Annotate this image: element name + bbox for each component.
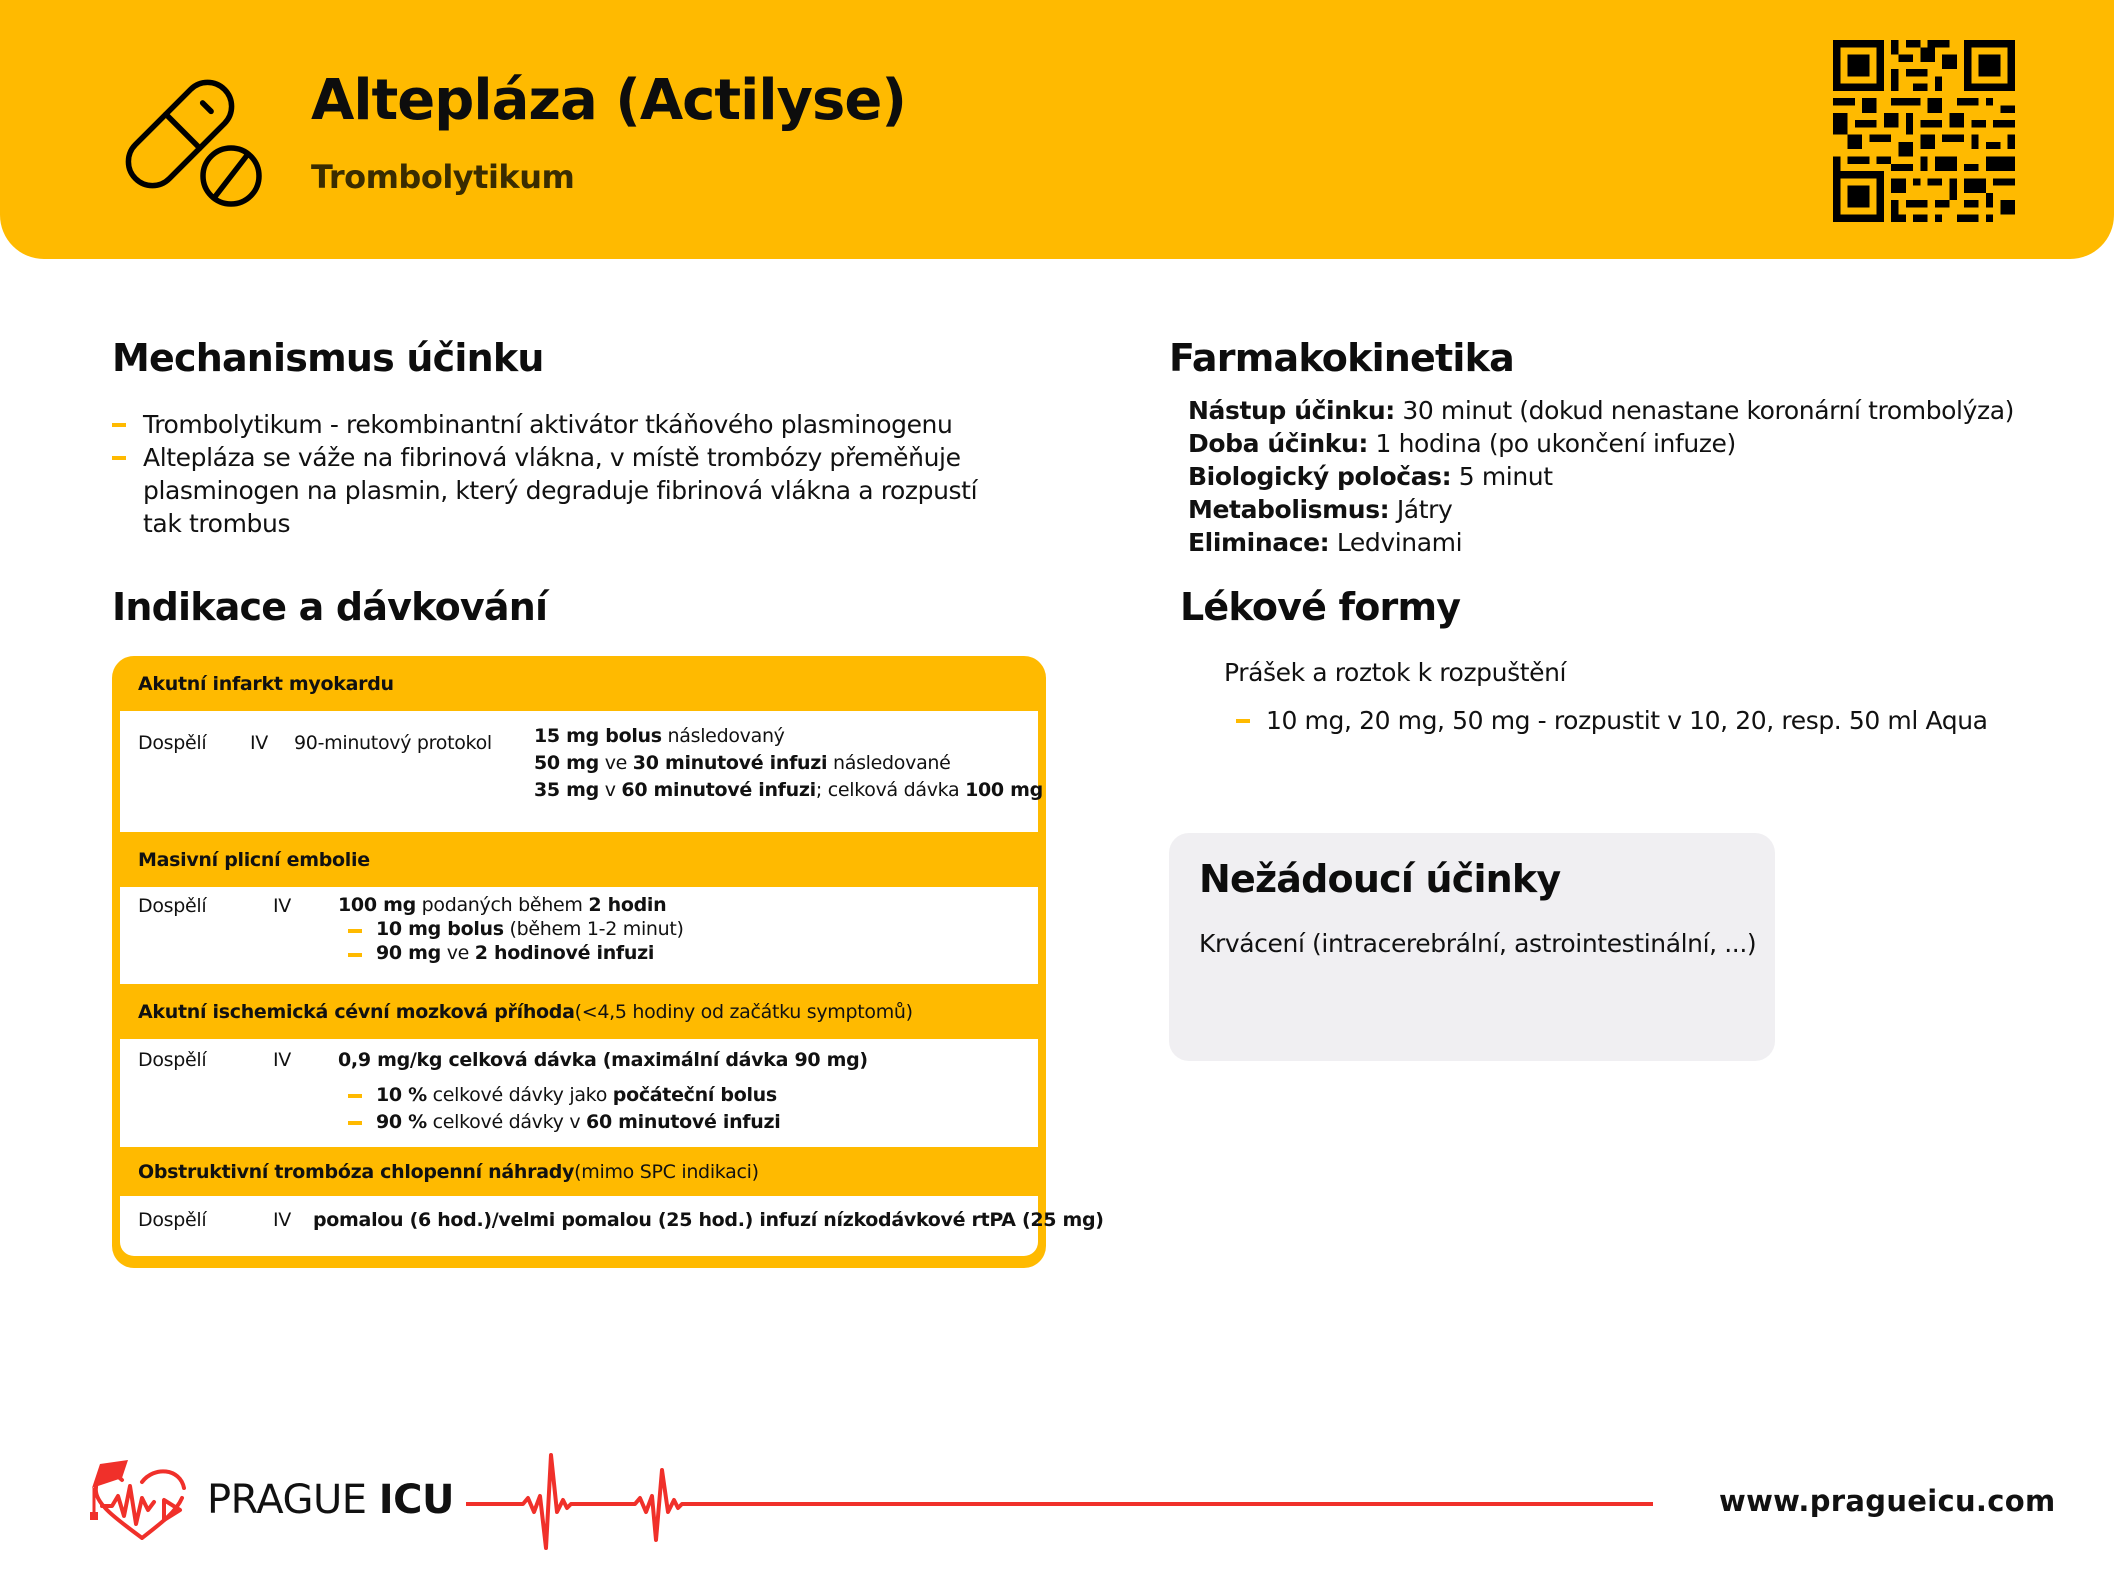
dosing-row: [120, 1039, 1038, 1147]
adverse-effects-text: Krvácení (intracerebrální, astrointestinální, ...): [1199, 929, 1757, 958]
protocol-cell: 90-minutový protokol: [294, 732, 492, 754]
pk-item: Metabolismus: Játry: [1188, 495, 1453, 524]
adverse-effects-heading: Nežádoucí účinky: [1199, 857, 1561, 901]
brand-name: PRAGUE ICU: [207, 1477, 454, 1523]
heart-ecg-logo-icon: [88, 1458, 196, 1542]
pharmacokinetics-list: [1188, 394, 2014, 559]
population-cell: Dospělí: [138, 732, 207, 754]
dash-bullet-icon: [348, 929, 362, 933]
route-cell: IV: [273, 1209, 292, 1231]
dose-line: 35 mg v 60 minutové infuzi; celková dávka 100 mg: [534, 779, 1043, 801]
mechanism-heading: Mechanismus účinku: [112, 336, 544, 380]
dose-line: 0,9 mg/kg celková dávka (maximální dávka 90 mg): [338, 1049, 868, 1071]
dash-bullet-icon: [1236, 719, 1250, 723]
dash-bullet-icon: [348, 953, 362, 957]
dosing-row: [120, 887, 1038, 984]
qr-code-icon[interactable]: [1833, 40, 2015, 222]
dose-subline: 90 mg ve 2 hodinové infuzi: [338, 941, 684, 965]
dose-line: 50 mg ve 30 minutové infuzi následované: [534, 752, 951, 774]
dose-cell: [534, 723, 1043, 804]
mechanism-list: [112, 408, 1012, 540]
mechanism-item: Altepláza se váže na fibrinová vlákna, v místě trombózy přeměňuje plasminogen na plasmin, který degraduje fibrinová vlákna a rozpustí tak trombus: [112, 441, 1012, 540]
pk-item: Nástup účinku: 30 minut (dokud nenastane koronární trombolýza): [1188, 396, 2014, 425]
pill-icon: [118, 72, 268, 212]
pk-item: Doba účinku: 1 hodina (po ukončení infuze): [1188, 429, 1736, 458]
drug-class-subtitle: Trombolytikum: [311, 158, 575, 196]
dose-subline: 10 % celkové dávky jako počáteční bolus: [338, 1082, 868, 1109]
dosing-row: [120, 711, 1043, 832]
dose-subline: 90 % celkové dávky v 60 minutové infuzi: [338, 1109, 868, 1136]
population-cell: Dospělí: [138, 895, 207, 917]
dose-cell: [338, 1047, 868, 1136]
population-cell: Dospělí: [138, 1049, 207, 1071]
pk-item: Biologický poločas: 5 minut: [1188, 462, 1553, 491]
adverse-effects-box: [1169, 833, 1775, 1061]
indications-heading: Indikace a dávkování: [112, 585, 548, 629]
pharmacokinetics-heading: Farmakokinetika: [1169, 336, 1514, 380]
mechanism-item: Trombolytikum - rekombinantní aktivátor tkáňového plasminogenu: [112, 408, 1012, 441]
indication-header: Masivní plicní embolie: [138, 848, 370, 871]
route-cell: IV: [250, 732, 269, 754]
dose-subline: 10 mg bolus (během 1-2 minut): [338, 917, 684, 941]
dose-cell: pomalou (6 hod.)/velmi pomalou (25 hod.) infuzí nízkodávkové rtPA (25 mg): [313, 1209, 1104, 1231]
dash-bullet-icon: [348, 1094, 362, 1098]
route-cell: IV: [273, 1049, 292, 1071]
dosage-forms-item: 10 mg, 20 mg, 50 mg - rozpustit v 10, 20, resp. 50 ml Aqua: [1236, 704, 1988, 737]
page-title: Altepláza (Actilyse): [311, 68, 906, 133]
indication-header: Obstruktivní trombóza chlopenní náhrady (mimo SPC indikaci): [138, 1160, 759, 1183]
dash-bullet-icon: [112, 456, 126, 460]
header-band: [0, 0, 2114, 259]
pk-item: Eliminace: Ledvinami: [1188, 528, 1463, 557]
ecg-line-icon: [460, 1450, 1660, 1555]
indication-header: Akutní ischemická cévní mozková příhoda (<4,5 hodiny od začátku symptomů): [138, 1000, 913, 1023]
population-cell: Dospělí: [138, 1209, 207, 1231]
dose-line: 100 mg podaných během 2 hodin: [338, 894, 667, 916]
website-link[interactable]: www.pragueicu.com: [1719, 1484, 2056, 1518]
dosage-forms-intro: Prášek a roztok k rozpuštění: [1224, 658, 1567, 687]
dosing-table: [112, 656, 1104, 1268]
dash-bullet-icon: [348, 1121, 362, 1125]
route-cell: IV: [273, 895, 292, 917]
indication-header: Akutní infarkt myokardu: [138, 672, 394, 695]
dose-line: 15 mg bolus následovaný: [534, 725, 785, 747]
dosing-row: [120, 1196, 1104, 1256]
dosage-forms-heading: Lékové formy: [1180, 585, 1461, 629]
dash-bullet-icon: [112, 423, 126, 427]
dose-cell: [338, 893, 684, 965]
